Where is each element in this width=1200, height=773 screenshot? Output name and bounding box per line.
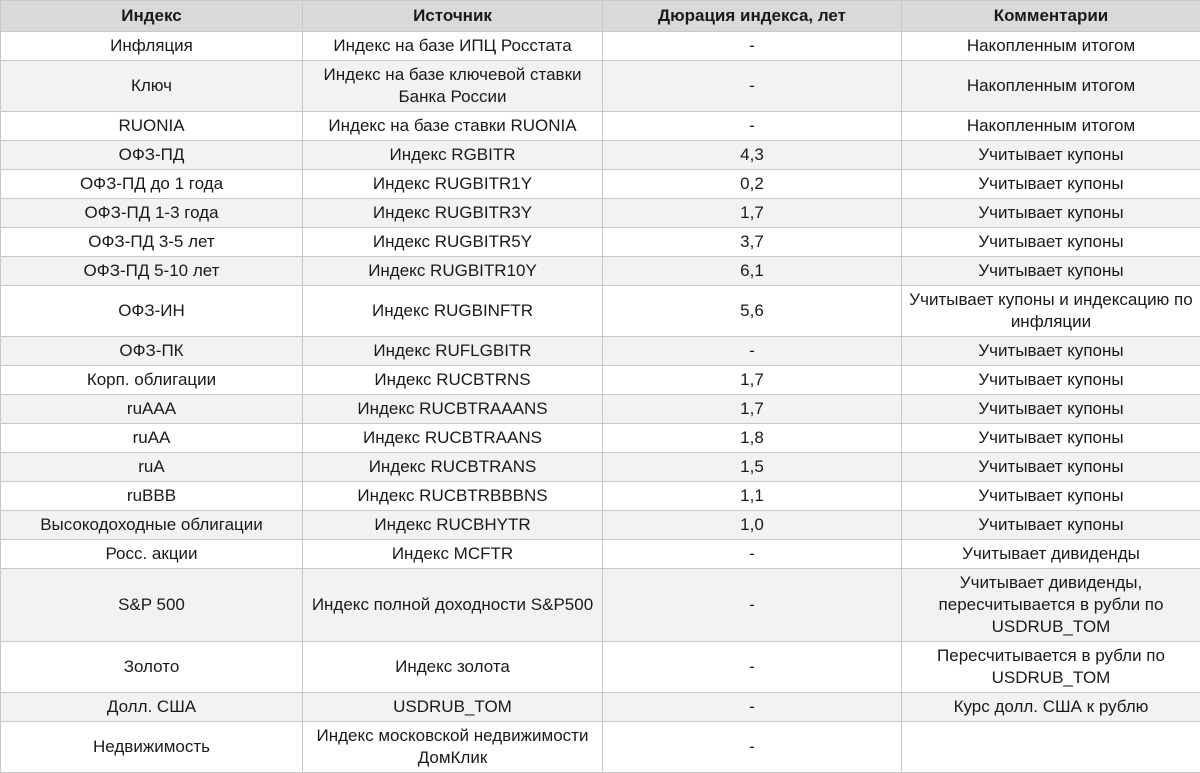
cell-duration: - [603,642,902,693]
header-index: Индекс [1,1,303,32]
cell-duration: - [603,32,902,61]
cell-duration: 6,1 [603,257,902,286]
cell-comment: Учитывает купоны [902,366,1200,395]
cell-source: Индекс RUCBTRANS [303,453,603,482]
cell-source: Индекс RUCBTRAANS [303,424,603,453]
cell-duration: 1,1 [603,482,902,511]
cell-index: Ключ [1,61,303,112]
cell-comment: Учитывает купоны [902,453,1200,482]
cell-index: ruAA [1,424,303,453]
cell-source: USDRUB_TOM [303,693,603,722]
cell-duration: 0,2 [603,170,902,199]
header-comment: Комментарии [902,1,1200,32]
cell-comment: Учитывает купоны [902,170,1200,199]
cell-source: Индекс золота [303,642,603,693]
cell-comment: Учитывает купоны [902,257,1200,286]
cell-duration: - [603,61,902,112]
cell-index: ОФЗ-ПД 1-3 года [1,199,303,228]
table-row [1,61,1200,112]
cell-source: Индекс RUCBTRBBBNS [303,482,603,511]
cell-index: Высокодоходные облигации [1,511,303,540]
cell-comment: Накопленным итогом [902,112,1200,141]
cell-comment: Учитывает купоны [902,199,1200,228]
cell-source: Индекс на базе ключевой ставки Банка России [303,61,603,112]
cell-index: ОФЗ-ПД [1,141,303,170]
cell-source: Индекс RGBITR [303,141,603,170]
cell-comment [902,722,1200,773]
cell-source: Индекс RUCBHYTR [303,511,603,540]
cell-comment: Накопленным итогом [902,32,1200,61]
cell-index: ruBBB [1,482,303,511]
table-row [1,395,1200,424]
cell-source: Индекс RUGBINFTR [303,286,603,337]
cell-duration: - [603,112,902,141]
cell-comment: Курс долл. США к рублю [902,693,1200,722]
cell-index: Корп. облигации [1,366,303,395]
table-row [1,141,1200,170]
cell-source: Индекс MCFTR [303,540,603,569]
cell-comment: Учитывает купоны [902,395,1200,424]
cell-source: Индекс RUFLGBITR [303,337,603,366]
table-row [1,453,1200,482]
cell-index: ruAAA [1,395,303,424]
header-source: Источник [303,1,603,32]
cell-comment: Учитывает купоны [902,511,1200,540]
table-row [1,693,1200,722]
cell-source: Индекс московской недвижимости ДомКлик [303,722,603,773]
header-row [1,1,1200,32]
table-row [1,540,1200,569]
cell-duration: - [603,722,902,773]
table-row [1,112,1200,141]
cell-duration: - [603,540,902,569]
cell-comment: Учитывает купоны [902,141,1200,170]
cell-index: Росс. акции [1,540,303,569]
cell-comment: Учитывает купоны [902,482,1200,511]
table-row [1,511,1200,540]
cell-duration: 1,7 [603,199,902,228]
table-row [1,199,1200,228]
cell-duration: - [603,337,902,366]
table-row [1,569,1200,642]
header-duration: Дюрация индекса, лет [603,1,902,32]
cell-comment: Учитывает купоны [902,337,1200,366]
cell-index: ОФЗ-ИН [1,286,303,337]
table-row [1,366,1200,395]
cell-index: ОФЗ-ПД 3-5 лет [1,228,303,257]
table-row [1,642,1200,693]
cell-index: ОФЗ-ПД 5-10 лет [1,257,303,286]
table-row [1,722,1200,773]
table-row [1,170,1200,199]
cell-duration: 1,7 [603,395,902,424]
cell-duration: 5,6 [603,286,902,337]
cell-source: Индекс RUGBITR3Y [303,199,603,228]
table-row [1,337,1200,366]
cell-comment: Учитывает купоны [902,424,1200,453]
cell-duration: 1,7 [603,366,902,395]
cell-comment: Накопленным итогом [902,61,1200,112]
cell-duration: 3,7 [603,228,902,257]
cell-comment: Учитывает купоны и индексацию по инфляции [902,286,1200,337]
cell-source: Индекс RUGBITR10Y [303,257,603,286]
cell-index: Долл. США [1,693,303,722]
cell-comment: Пересчитывается в рубли по USDRUB_TOM [902,642,1200,693]
cell-duration: 1,0 [603,511,902,540]
table-row [1,286,1200,337]
cell-comment: Учитывает дивиденды, пересчитывается в рубли по USDRUB_TOM [902,569,1200,642]
cell-source: Индекс RUCBTRAAANS [303,395,603,424]
table-row [1,228,1200,257]
cell-index: ruA [1,453,303,482]
cell-source: Индекс полной доходности S&P500 [303,569,603,642]
cell-duration: - [603,569,902,642]
cell-duration: 1,8 [603,424,902,453]
cell-duration: 4,3 [603,141,902,170]
cell-comment: Учитывает дивиденды [902,540,1200,569]
cell-comment: Учитывает купоны [902,228,1200,257]
table-row [1,482,1200,511]
cell-source: Индекс на базе ставки RUONIA [303,112,603,141]
table-row [1,424,1200,453]
cell-index: RUONIA [1,112,303,141]
cell-duration: 1,5 [603,453,902,482]
cell-index: ОФЗ-ПД до 1 года [1,170,303,199]
cell-source: Индекс RUGBITR5Y [303,228,603,257]
cell-index: S&P 500 [1,569,303,642]
cell-duration: - [603,693,902,722]
table-row [1,32,1200,61]
table-row [1,257,1200,286]
cell-source: Индекс RUGBITR1Y [303,170,603,199]
cell-source: Индекс RUCBTRNS [303,366,603,395]
cell-index: Золото [1,642,303,693]
cell-index: Недвижимость [1,722,303,773]
cell-index: ОФЗ-ПК [1,337,303,366]
cell-source: Индекс на базе ИПЦ Росстата [303,32,603,61]
cell-index: Инфляция [1,32,303,61]
